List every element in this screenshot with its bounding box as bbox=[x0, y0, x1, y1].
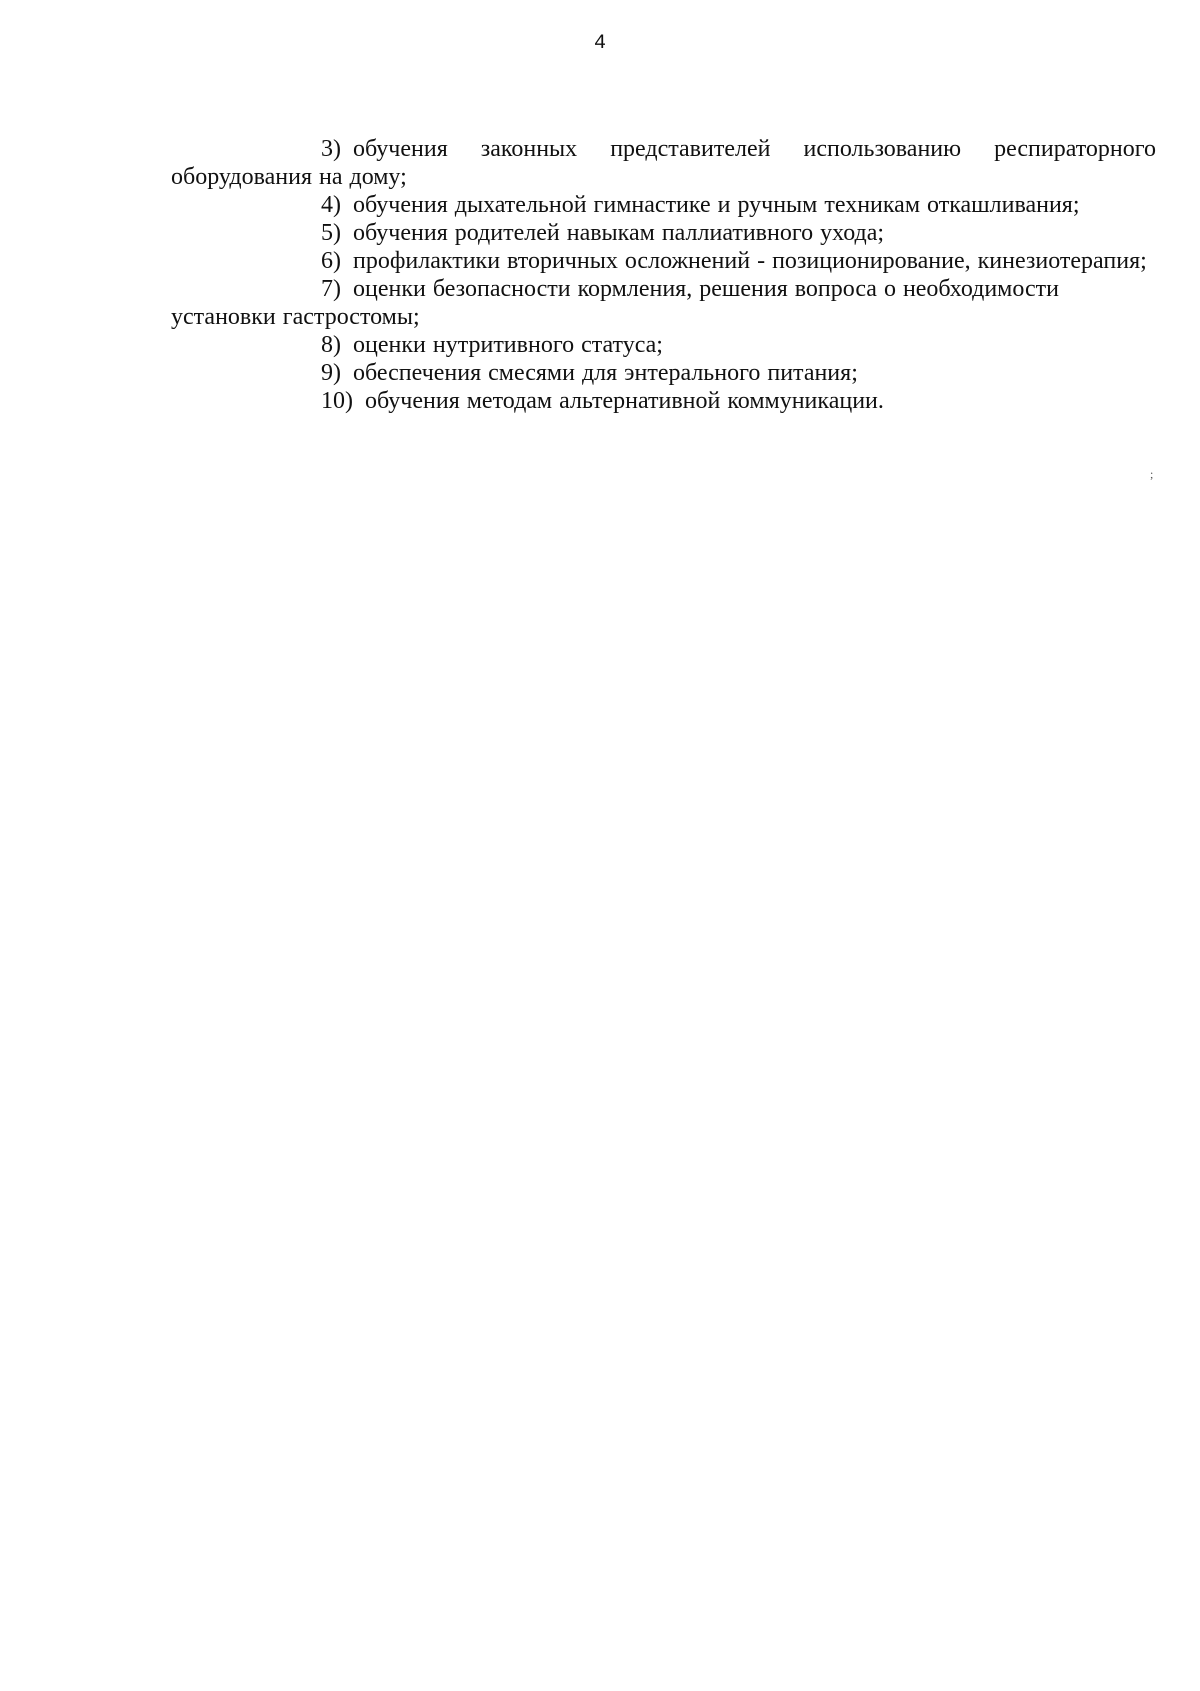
numbered-list bbox=[171, 135, 1156, 415]
list-item-number: 8) bbox=[321, 332, 341, 358]
list-item-text: обучения законных представителей использованию респираторного оборудования на дому; bbox=[171, 136, 1156, 190]
list-item-number: 9) bbox=[321, 360, 341, 386]
list-item bbox=[171, 275, 1156, 331]
list-item bbox=[171, 331, 1156, 359]
list-item-text: профилактики вторичных осложнений - позиционирование, кинезиотерапия; bbox=[353, 248, 1147, 274]
list-item-number: 3) bbox=[321, 136, 341, 162]
list-item bbox=[171, 387, 1156, 415]
list-item-text: обучения родителей навыкам паллиативного ухода; bbox=[353, 220, 885, 246]
list-item-number: 4) bbox=[321, 192, 341, 218]
list-item bbox=[171, 191, 1156, 219]
list-item-number: 5) bbox=[321, 220, 341, 246]
list-item bbox=[171, 135, 1156, 191]
list-item-text: обучения дыхательной гимнастике и ручным техникам откашливания; bbox=[353, 192, 1080, 218]
list-item-text: обеспечения смесями для энтерального питания; bbox=[353, 360, 858, 386]
stray-mark: ; bbox=[1150, 467, 1154, 481]
list-item-text: оценки безопасности кормления, решения вопроса о необходимости установки гастростомы; bbox=[171, 276, 1059, 330]
list-item bbox=[171, 247, 1156, 275]
list-item-text: обучения методам альтернативной коммуникации. bbox=[365, 388, 884, 414]
list-item-text: оценки нутритивного статуса; bbox=[353, 332, 663, 358]
list-item-number: 7) bbox=[321, 276, 341, 302]
list-item-number: 6) bbox=[321, 248, 341, 274]
list-item bbox=[171, 359, 1156, 387]
list-item bbox=[171, 219, 1156, 247]
list-item-number: 10) bbox=[321, 388, 353, 414]
page-number: 4 bbox=[593, 32, 606, 55]
